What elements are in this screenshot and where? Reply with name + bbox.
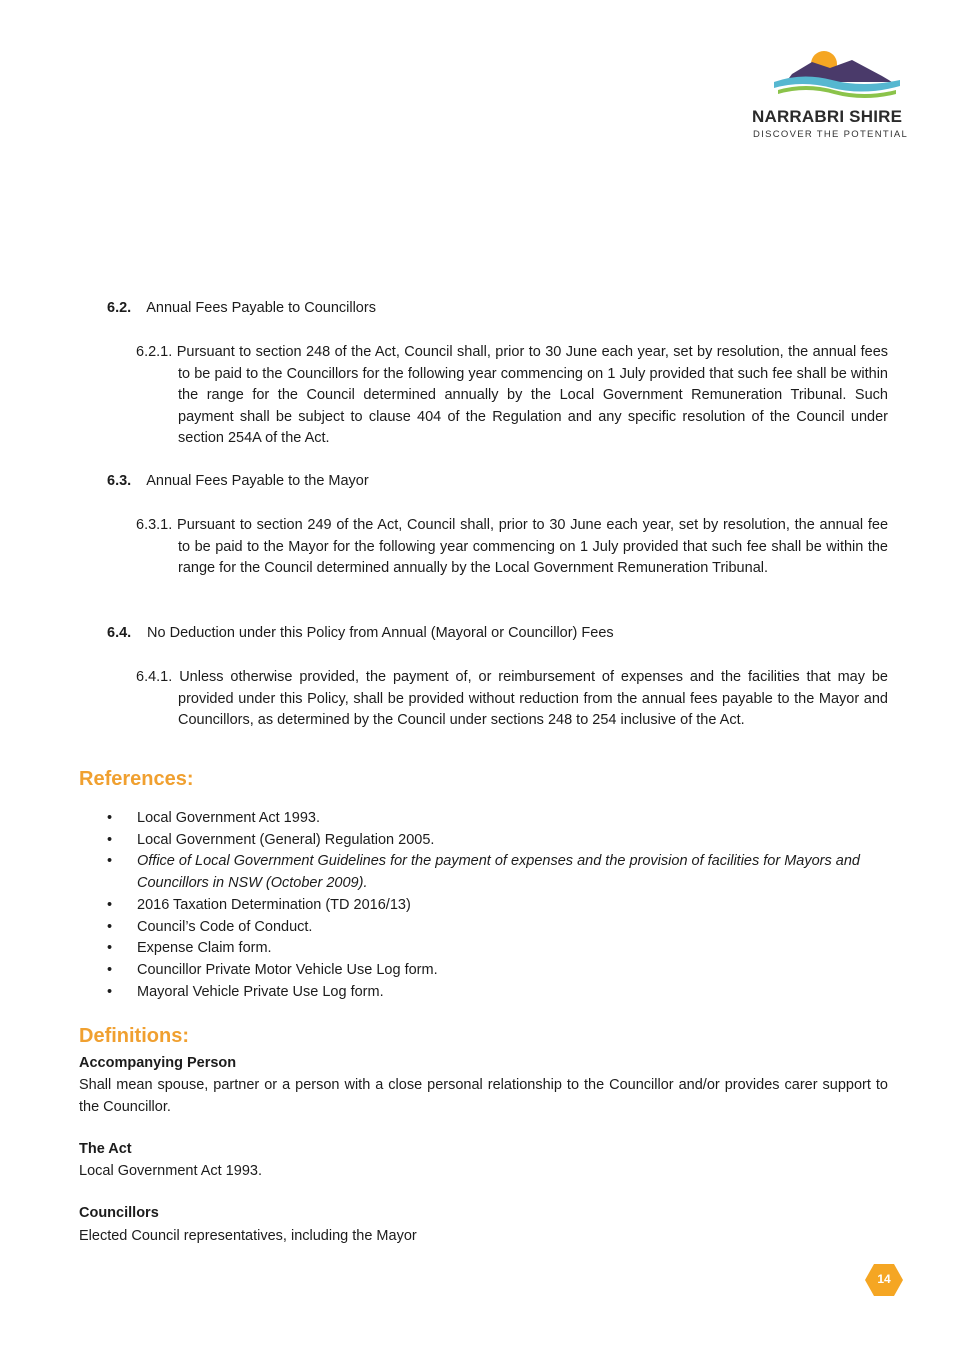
definition-term: Councillors	[79, 1205, 159, 1221]
clause-number: 6.3.1.	[136, 517, 173, 533]
logo-name: NARRABRI SHIRE	[752, 107, 903, 126]
clause-6-3-1	[136, 515, 888, 580]
definition-text: Shall mean spouse, partner or a person with a close personal relationship to the Councillor and/or provides carer support to the Councillor.	[79, 1077, 888, 1115]
references-list	[107, 808, 888, 1003]
section-6-4-heading	[107, 625, 614, 641]
section-title: No Deduction under this Policy from Annual (Mayoral or Councillor) Fees	[147, 625, 614, 641]
list-item: • Expense Claim form.	[107, 940, 272, 957]
section-title: Annual Fees Payable to the Mayor	[146, 473, 369, 489]
definition-text: Elected Council representatives, including the Mayor	[79, 1228, 417, 1244]
clause-text: Unless otherwise provided, the payment of, or reimbursement of expenses and the facilities that may be provided under this Policy, shall be provided without reduction from the annual fees payable to the Mayor and Councillors, as determined by the Council under sections 248 to 254 inclusive of the Act.	[178, 669, 889, 729]
section-number: 6.3.	[107, 473, 132, 489]
clause-6-4-1	[136, 667, 888, 732]
list-item: • 2016 Taxation Determination (TD 2016/13)	[107, 896, 411, 913]
section-number: 6.4.	[107, 625, 132, 641]
page-number: 14	[877, 1272, 891, 1286]
definitions-heading: Definitions:	[79, 1025, 189, 1047]
clause-text: Pursuant to section 249 of the Act, Council shall, prior to 30 June each year, set by resolution, the annual fee to be paid to the Mayor for the following year commencing on 1 July provided that such fee shall be within the range for the Council determined annually by the Local Government Remuneration Tribunal.	[177, 517, 889, 577]
narrabri-shire-logo	[752, 46, 922, 146]
page-number-badge	[864, 1263, 904, 1297]
section-6-2-heading	[107, 300, 376, 316]
section-title: Annual Fees Payable to Councillors	[146, 300, 376, 316]
section-6-3-heading	[107, 473, 369, 489]
list-item: • Local Government (General) Regulation 2005.	[107, 831, 435, 848]
list-item: • Council’s Code of Conduct.	[107, 918, 313, 935]
section-number: 6.2.	[107, 300, 132, 316]
clause-number: 6.2.1.	[136, 344, 173, 360]
list-item: • Office of Local Government Guidelines for the payment of expenses and the provision of facilities for Mayors and Councillors in NSW (October 2009).	[107, 853, 860, 892]
clause-number: 6.4.1.	[136, 669, 173, 685]
definition-term: Accompanying Person	[79, 1055, 237, 1071]
definition-term: The Act	[79, 1141, 132, 1157]
list-item: • Mayoral Vehicle Private Use Log form.	[107, 983, 384, 1000]
clause-text: Pursuant to section 248 of the Act, Council shall, prior to 30 June each year, set by resolution, the annual fees to be paid to the Councillors for the following year commencing on 1 July provided that such fee shall be within the range for the Council determined annually by the Local Government Remuneration Tribunal. Such payment shall be subject to clause 404 of the Regulation and any specific resolution of the Council under section 254A of the Act.	[176, 344, 889, 447]
definition-text: Local Government Act 1993.	[79, 1163, 262, 1179]
logo-mountain-icon	[772, 46, 902, 104]
clause-6-2-1	[136, 342, 888, 450]
references-heading: References:	[79, 768, 194, 790]
list-item: • Councillor Private Motor Vehicle Use Log form.	[107, 961, 438, 978]
logo-tagline: DISCOVER THE POTENTIAL	[753, 129, 909, 140]
list-item: • Local Government Act 1993.	[107, 810, 320, 826]
